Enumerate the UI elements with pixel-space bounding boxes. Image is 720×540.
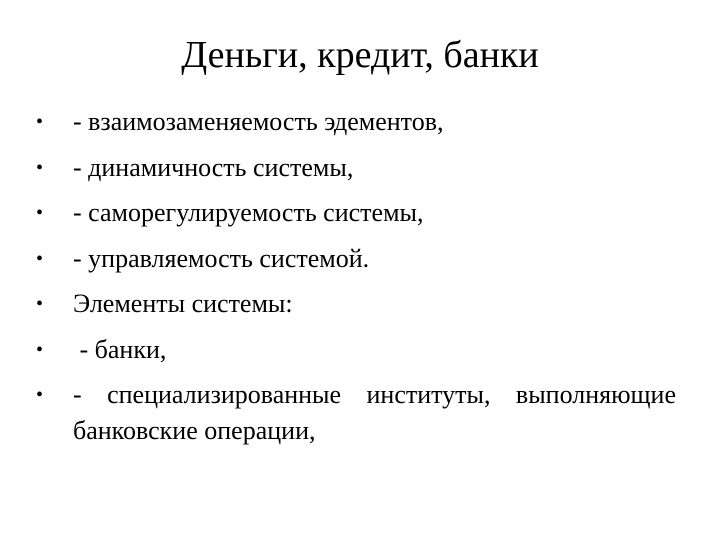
list-item-text: - саморегулируемость системы, xyxy=(73,198,424,227)
slide-title: Деньги, кредит, банки xyxy=(181,34,539,76)
bullet-icon: • xyxy=(36,111,44,133)
bullet-icon: • xyxy=(36,338,44,361)
list-item xyxy=(36,150,676,186)
list-item-text: - динамичность системы, xyxy=(73,152,354,182)
bullet-icon: • xyxy=(36,202,44,224)
list-item-text: Элементы системы: xyxy=(73,289,293,318)
list-item xyxy=(36,241,676,277)
list-item-text: - взаимозаменяемость эдементов, xyxy=(73,107,444,136)
bullet-list xyxy=(36,104,676,459)
list-item-text: - специализированные институты, выполняющие банковские операции, xyxy=(73,380,676,445)
list-item-text: - управляемость системой. xyxy=(73,243,370,273)
list-item xyxy=(36,332,676,368)
list-item xyxy=(36,195,676,231)
bullet-icon: • xyxy=(36,247,44,270)
list-item xyxy=(36,104,676,140)
bullet-icon: • xyxy=(36,156,44,179)
list-item-text: - банки, xyxy=(73,334,167,364)
bullet-icon: • xyxy=(36,293,44,315)
bullet-icon: • xyxy=(36,384,44,406)
list-item xyxy=(36,377,676,449)
list-item xyxy=(36,286,676,322)
